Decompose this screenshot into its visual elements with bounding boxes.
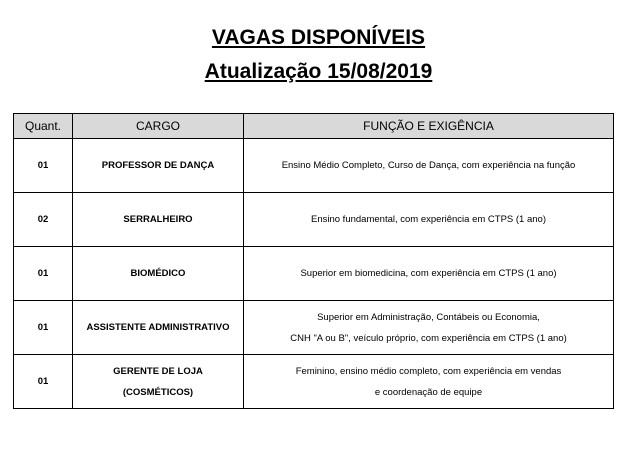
table-row bbox=[14, 139, 614, 193]
description-line: Ensino fundamental, com experiência em CTPS (1 ano) bbox=[311, 214, 546, 225]
table-row bbox=[14, 193, 614, 247]
column-header-quantity: Quant. bbox=[14, 114, 73, 139]
row-quantity: 02 bbox=[14, 193, 73, 247]
row-quantity: 01 bbox=[14, 247, 73, 301]
row-description bbox=[244, 193, 614, 247]
table-row bbox=[14, 355, 614, 409]
jobs-table bbox=[13, 113, 614, 409]
column-header-function: FUNÇÃO E EXIGÊNCIA bbox=[244, 114, 614, 139]
row-cargo: GERENTE DE LOJA (COSMÉTICOS) bbox=[73, 355, 244, 409]
row-quantity: 01 bbox=[14, 301, 73, 355]
description-line: Superior em biomedicina, com experiência em CTPS (1 ano) bbox=[300, 268, 557, 279]
row-description bbox=[244, 301, 614, 355]
row-description bbox=[244, 355, 614, 409]
description-line: CNH "A ou B", veículo próprio, com experiência em CTPS (1 ano) bbox=[290, 332, 567, 344]
row-quantity: 01 bbox=[14, 139, 73, 193]
row-cargo: PROFESSOR DE DANÇA bbox=[73, 139, 244, 193]
row-quantity: 01 bbox=[14, 355, 73, 409]
table-row bbox=[14, 247, 614, 301]
row-cargo: BIOMÉDICO bbox=[73, 247, 244, 301]
description-line: Feminino, ensino médio completo, com experiência em vendas bbox=[295, 365, 562, 377]
row-cargo: SERRALHEIRO bbox=[73, 193, 244, 247]
table-header-row bbox=[14, 114, 614, 139]
table-row bbox=[14, 301, 614, 355]
column-header-cargo: CARGO bbox=[73, 114, 244, 139]
description-line: Ensino Médio Completo, Curso de Dança, com experiência na função bbox=[281, 160, 576, 171]
page-subtitle: Atualização 15/08/2019 bbox=[204, 60, 433, 83]
row-description bbox=[244, 139, 614, 193]
description-line: Superior em Administração, Contábeis ou Economia, bbox=[317, 311, 540, 323]
row-description bbox=[244, 247, 614, 301]
page-title: VAGAS DISPONÍVEIS bbox=[211, 26, 426, 49]
description-line: e coordenação de equipe bbox=[374, 386, 483, 398]
row-cargo: ASSISTENTE ADMINISTRATIVO bbox=[73, 301, 244, 355]
